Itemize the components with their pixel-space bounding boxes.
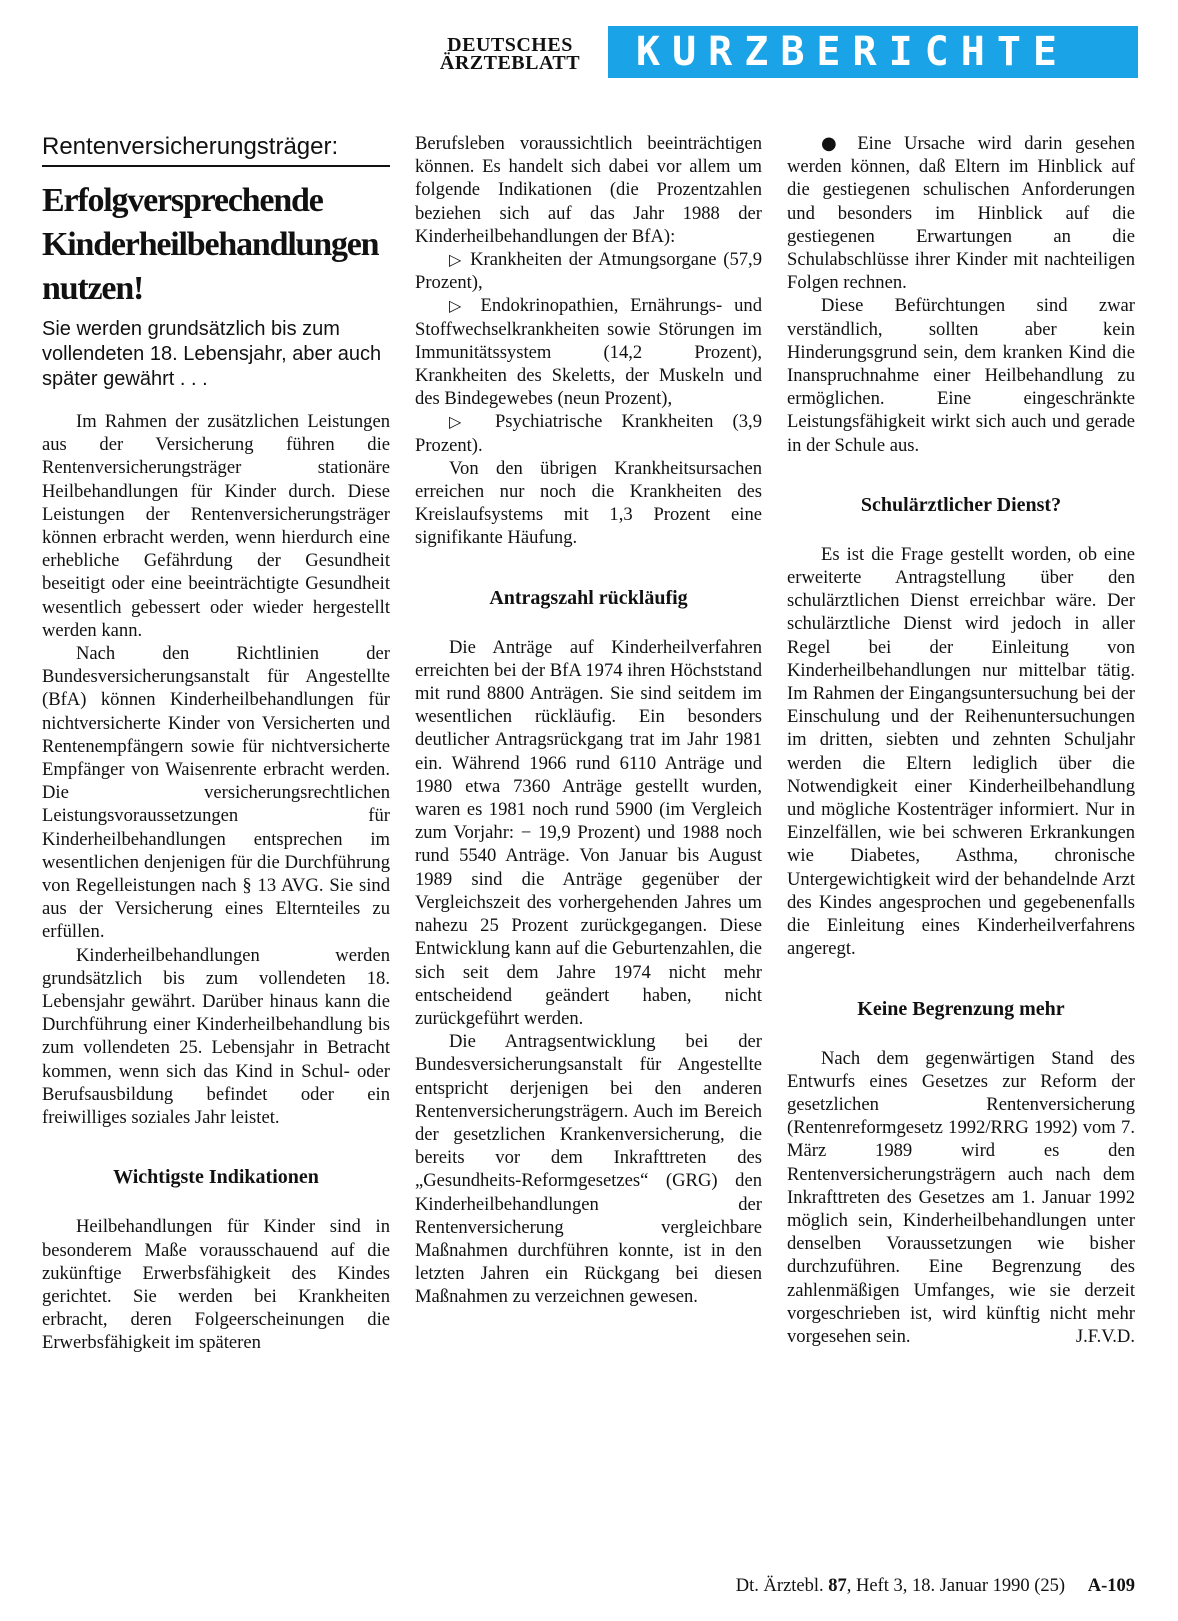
section-banner: KURZBERICHTE: [608, 26, 1138, 78]
triangle-marker-icon: ▷: [449, 412, 476, 432]
indication-item: [415, 248, 762, 294]
paragraph: Heilbehandlungen für Kinder sind in besonderem Maße vorausschauend auf die zukünftige Erwerbsfähigkeit des Kindes gerichtet. Sie werden bei Krankheiten erbracht, deren Folgeerscheinungen die Erwerbsfähigkeit im späteren: [42, 1216, 390, 1354]
triangle-marker-icon: ▷: [449, 250, 464, 270]
article-kicker: Rentenversicherungsträger:: [42, 132, 390, 167]
paragraph: Im Rahmen der zusätzlichen Leistungen aus der Versicherung führen die Rentenversicherungsträger stationäre Heilbehandlungen für Kinder durch. Diese Leistungen der Rentenversicherungsträger können erbracht werden, wenn hierdurch eine erhebliche Gefährdung der Gesundheit beseitigt oder eine beeinträchtigte Gesundheit wesentlich gebessert oder wieder hergestellt werden kann.: [42, 411, 390, 641]
paragraph: Kinderheilbehandlungen werden grundsätzlich bis zum vollendeten 18. Lebensjahr gewährt. Darüber hinaus kann die Durchführung einer Kinderheilbehandlung bis zum vollendeten 25. Lebensjahr in Betracht kommen, wenn sich das Kind in Schul- oder Berufsausbildung befindet oder ein freiwilliges soziales Jahr leistet.: [42, 944, 390, 1129]
journal-logo-line1: DEUTSCHES: [447, 34, 573, 56]
section-heading: Keine Begrenzung mehr: [857, 997, 1065, 1020]
paragraph: [787, 1047, 1135, 1349]
citation-volume: 87: [828, 1576, 847, 1596]
masthead: [420, 26, 1140, 80]
paragraph: Von den übrigen Krankheitsursachen erreichen nur noch die Krankheiten des Kreislaufsystems mit 1,3 Prozent eine signifikante Häufung.: [415, 457, 762, 549]
paragraph: Nach den Richtlinien der Bundesversicherungsanstalt für Angestellte (BfA) können Kinderheilbehandlungen für nichtversicherte Kinder von Versicherten und Rentenempfängern sowie für nichtversicherte Empfänger von Waisenrente erbracht werden. Die versicherungsrechtlichen Leistungsvoraussetzungen für Kinderheilbehandlungen entsprechen im wesentlichen denjenigen für die Durchführung von Regelleistungen nach § 13 AVG. Sie sind aus der Versicherung eines Elternteiles zu erfüllen.: [42, 643, 390, 943]
section-heading: Wichtigste Indikationen: [113, 1166, 319, 1189]
indication-text: Endokrinopathien, Ernährungs- und Stoffwechselkrankheiten sowie Störungen im Immunitätssystem (14,2 Prozent), Krankheiten des Skeletts, der Muskeln und des Bindegewebes (neun Prozent),: [415, 295, 762, 410]
paragraph: Diese Befürchtungen sind zwar verständlich, sollten aber kein Hinderungsgrund sein, dem kranken Kind die Inanspruchnahme einer Heilbehandlung zu ermöglichen. Eine eingeschränkte Leistungsfähigkeit wirkt sich auch und gerade in der Schule aus.: [787, 295, 1135, 456]
journal-logo-line2: ÄRZTEBLATT: [439, 52, 581, 74]
paragraph: Die Anträge auf Kinderheilverfahren erreichten bei der BfA 1974 ihren Höchststand mit rund 8800 Anträgen. Sie sind seitdem im wesentlichen rückläufig. Ein besonders deutlicher Antragsrückgang trat im Jahr 1981 ein. Während 1966 rund 6110 Anträge und 1980 etwa 7360 Anträge gestellt wurden, waren es 1981 noch rund 5900 (im Vergleich zum Vorjahr: − 19,9 Prozent) und 1988 noch rund 5540 Anträge. Von Januar bis August 1989 sind die Anträge gegenüber der Vergleichszeit des vorhergehenden Jahres um nahezu 25 Prozent zurückgegangen. Diese Entwicklung kann auf die Geburtenzahlen, die sich seit dem Jahre 1974 nicht mehr entscheidend geändert haben, nicht zurückgeführt werden.: [415, 636, 762, 1029]
article-subhead: Sie werden grundsätzlich bis zum vollendeten 18. Lebensjahr, aber auch später gewährt . . .: [42, 318, 382, 390]
paragraph: Die Antragsentwicklung bei der Bundesversicherungsanstalt für Angestellte entspricht derjenigen bei den anderen Rentenversicherungsträgern. Auch im Bereich der gesetzlichen Krankenversicherung, die bereits vor dem Inkrafttreten des „Gesundheits-Reformgesetzes“ (GRG) den Kinderheilbehandlungen der Rentenversicherung vergleichbare Maßnahmen durchführen konnte, ist in den letzten Jahren ein Rückgang bei diesen Maßnahmen zu verzeichnen gewesen.: [415, 1031, 762, 1308]
triangle-marker-icon: ▷: [449, 296, 469, 316]
paragraph: [787, 132, 1135, 294]
indication-text: Psychiatrische Krankheiten (3,9 Prozent).: [415, 411, 762, 456]
page-footer: [600, 1574, 1135, 1598]
author-signature: J.F.V.D.: [1075, 1325, 1135, 1347]
page-number: A-109: [1087, 1576, 1135, 1596]
paragraph-text: Eine Ursache wird darin gesehen werden können, daß Eltern im Hinblick auf die gestiegenen schulischen Anforderungen und besonders im Hinblick auf die gestiegenen Erwartungen an die Schulabschlüsse ihrer Kinder mit nachteiligen Folgen rechnen.: [787, 133, 1135, 294]
citation-journal: Dt. Ärztebl.: [735, 1576, 824, 1596]
indication-text: Krankheiten der Atmungsorgane (57,9 Prozent),: [415, 249, 762, 294]
column-3: [787, 132, 1135, 1348]
indication-item: [415, 410, 762, 456]
paragraph-text: Nach dem gegenwärtigen Stand des Entwurfs eines Gesetzes zur Reform der gesetzlichen Rentenversicherung (Rentenreformgesetz 1992/RRG 1992) vom 7. März 1989 wird es den Rentenversicherungsträgern auch nach dem Inkrafttreten des Gesetzes am 1. Januar 1992 möglich sein, Kinderheilbehandlungen unter denselben Voraussetzungen wie bisher durchzuführen. Eine Begrenzung des zahlenmäßigen Umfanges, wie sie derzeit vorgeschrieben ist, wird künftig nicht mehr vorgesehen sein.: [787, 1047, 1135, 1347]
section-heading: Antragszahl rückläufig: [489, 586, 688, 609]
article-headline: Erfolgversprechende Kinderheilbehandlungen nutzen!: [42, 182, 379, 307]
paragraph: Es ist die Frage gestellt worden, ob eine erweiterte Antragstellung über den schulärztlichen Dienst erreichbar wäre. Der schulärztliche Dienst wird jedoch in aller Regel bei der Einleitung von Kinderheilbehandlungen nur mittelbar tätig. Im Rahmen der Eingangsuntersuchung bei der Einschulung und der Reihenuntersuchungen im dritten, siebten und zehnten Schuljahr werden die Eltern lediglich über die Notwendigkeit einer Kinderheilbehandlung und mögliche Kostenträger informiert. Nur in Einzelfällen, wie bei schweren Erkrankungen wie Diabetes, Asthma, chronische Untergewichtigkeit wird der behandelnde Arzt des Kindes angesprochen und gegebenenfalls die Einleitung eines Kinderheilverfahrens angeregt.: [787, 543, 1135, 960]
journal-logo: [420, 36, 600, 72]
citation-issue: , Heft 3, 18. Januar 1990 (25): [846, 1576, 1066, 1596]
section-heading: Schulärztlicher Dienst?: [860, 493, 1062, 516]
paragraph: Berufsleben voraussichtlich beeinträchtigen können. Es handelt sich dabei vor allem um folgende Indikationen (die Prozentzahlen beziehen sich auf das Jahr 1988 der Kinderheilbehandlungen der BfA):: [415, 133, 762, 247]
column-2: [415, 132, 762, 1309]
bullet-icon: ●: [821, 133, 845, 154]
indication-item: [415, 294, 762, 410]
column-1: [42, 132, 390, 1355]
